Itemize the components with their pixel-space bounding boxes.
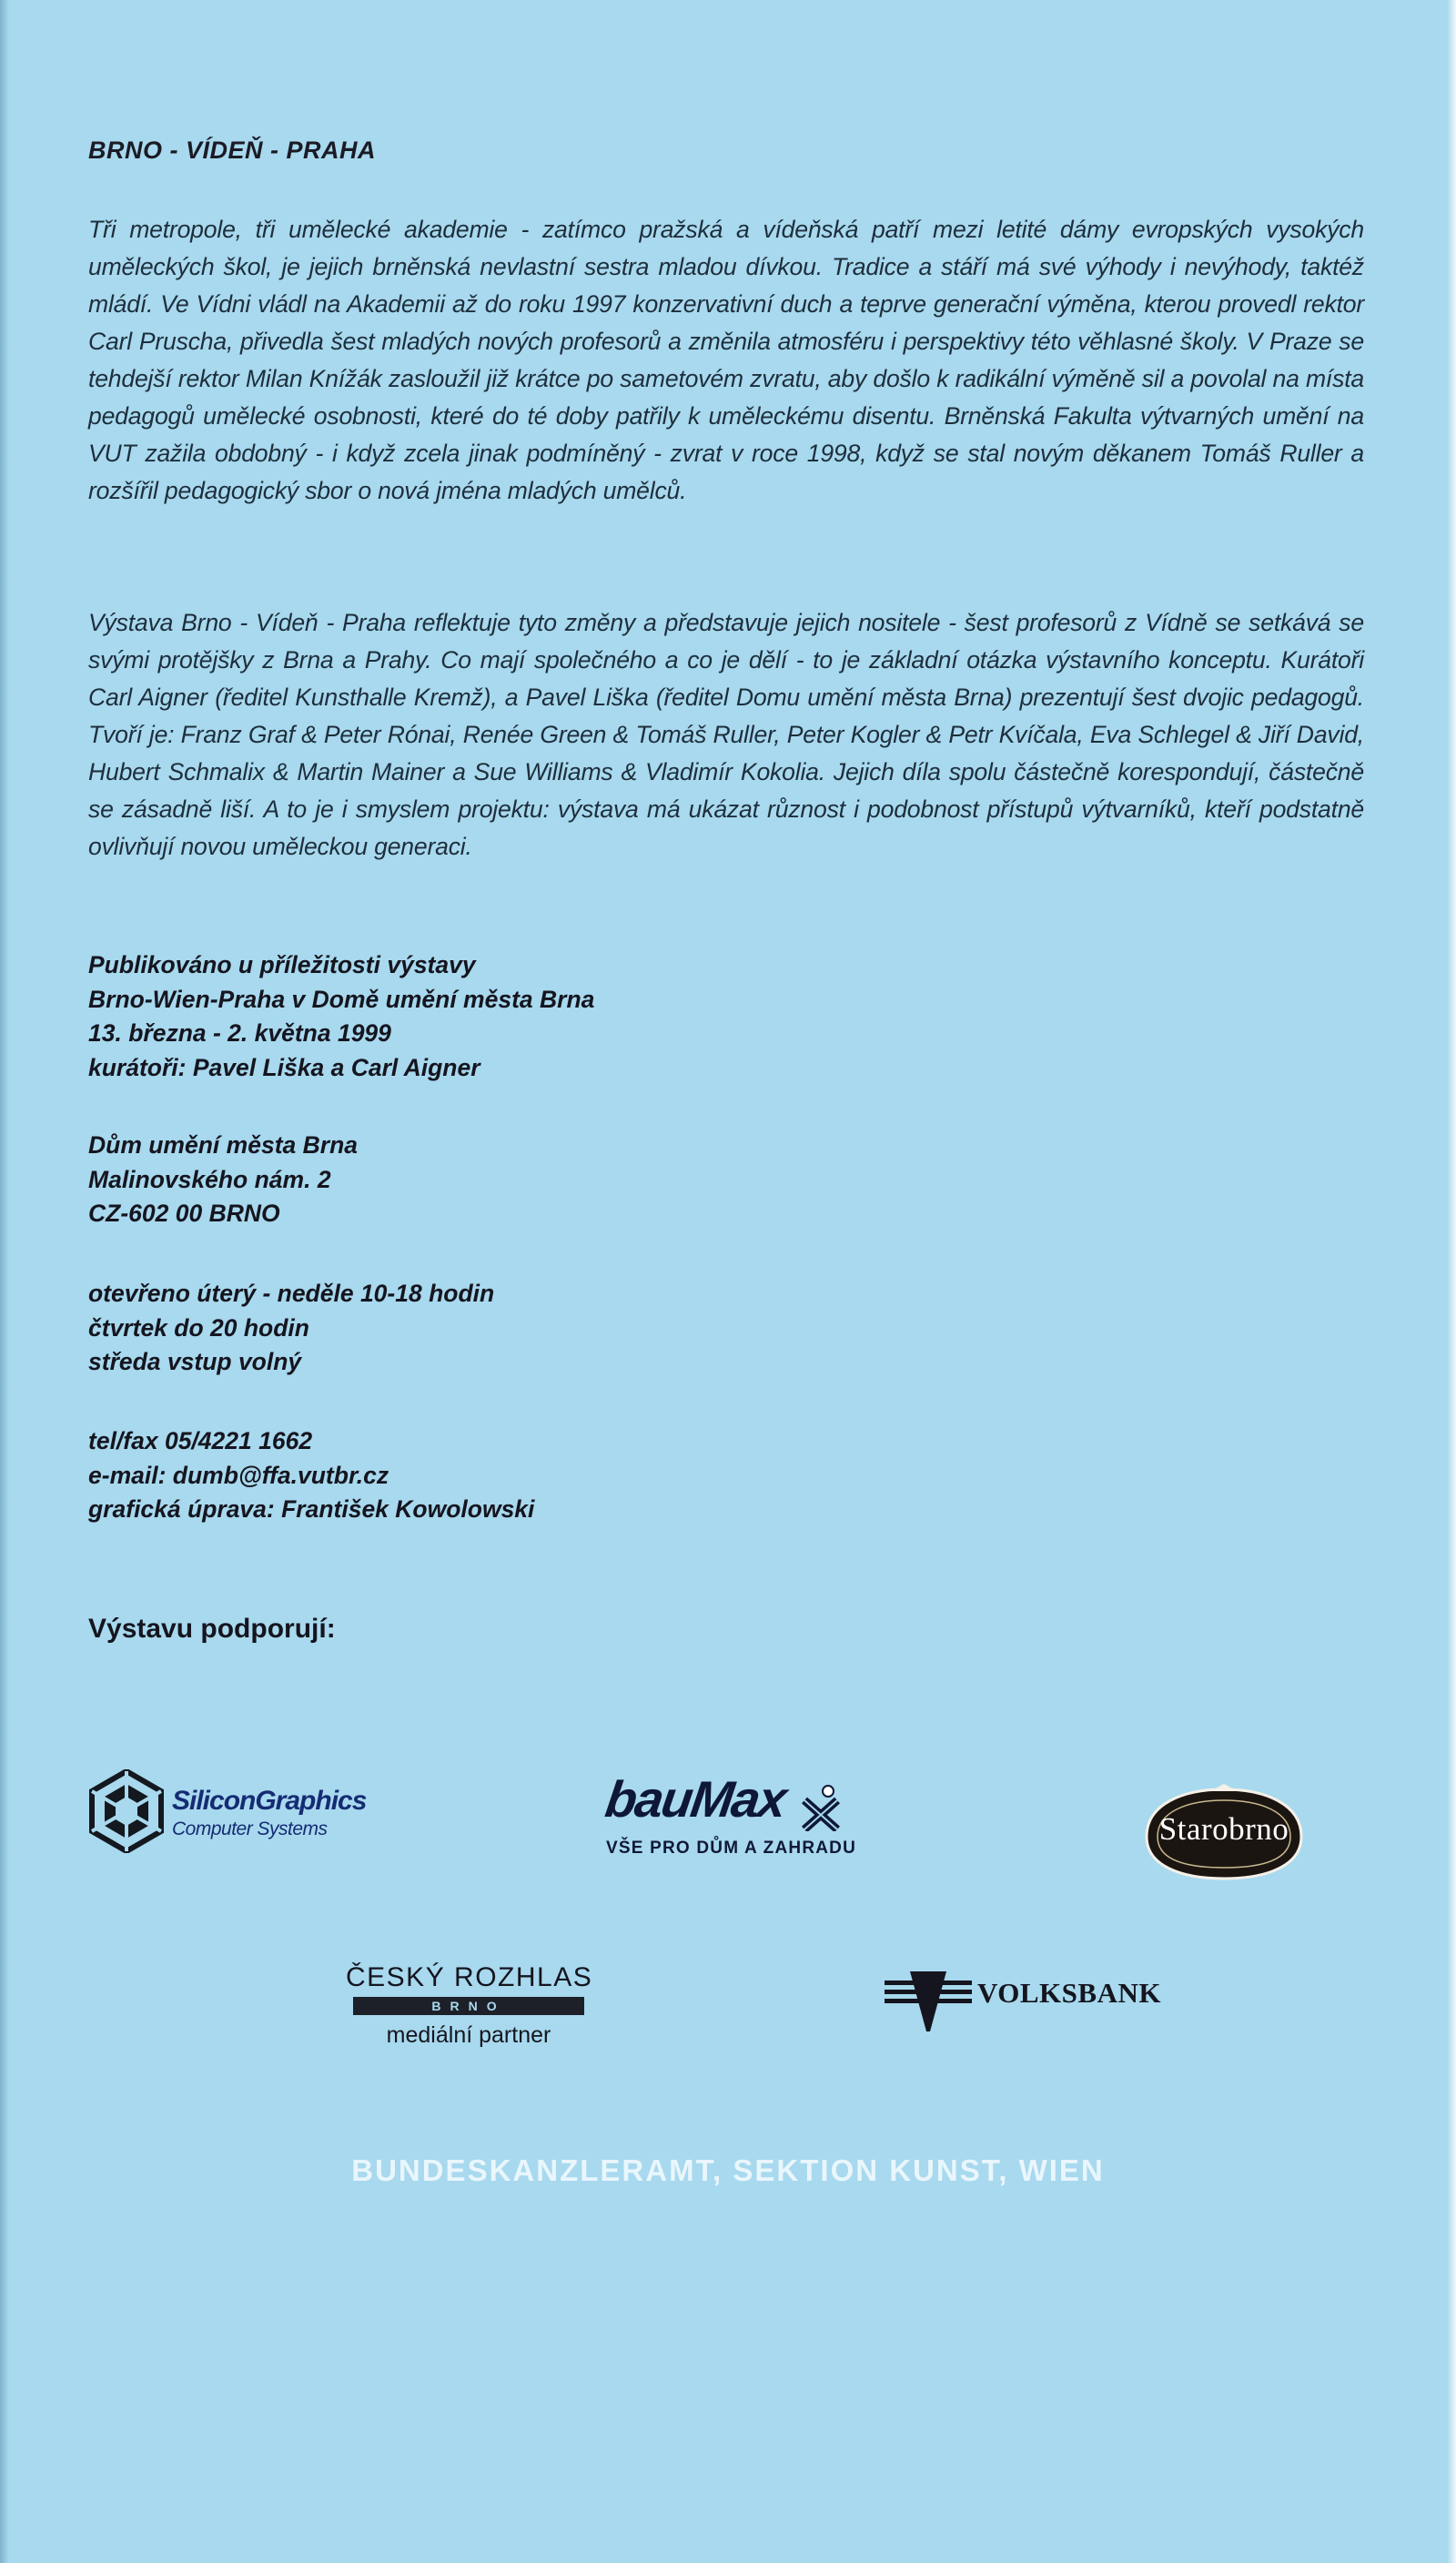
starobrno-logo	[1138, 1784, 1310, 1882]
baumax-x-icon	[801, 1784, 843, 1831]
sgi-subtitle: Computer Systems	[172, 1818, 328, 1839]
email-line: e-mail: dumb@ffa.vutbr.cz	[88, 1461, 389, 1489]
footer-sponsor: BUNDESKANZLERAMT, SEKTION KUNST, WIEN	[351, 2153, 1105, 2187]
page-title: BRNO - VÍDEŇ - PRAHA	[88, 137, 377, 164]
intro-paragraph: Tři metropole, tři umělecké akademie - zatímco pražská a vídeňská patří mezi letité dámy evropských vysokých uměleckých škol, je jejich brněnská nevlastní sestra mladou dívkou. Tradice a stáří má své výhody i nevýhody, taktéž mládí. Ve Vídni vládl na Akademii až do roku 1997 konzervativní duch a teprve generační výměna, kterou provedl rektor Carl Pruscha, přivedla šest mladých nových profesorů a změnila atmosféru i perspektivy této věhlasné školy. V Praze se tehdejší rektor Milan Knížák zasloužil již krátce po sametovém zvratu, aby došlo k radikální výměně sil a povolal na místa pedagogů umělecké osobnosti, které do té doby patřily k uměleckému disentu. Brněnská Fakulta výtvarných umění na VUT zažila obdobný - i když zcela jinak podmíněný - zvrat v roce 1998, když se stal novým děkanem Tomáš Ruller a rozšířil pedagogický sbor o nová jména mladých umělců.	[88, 216, 1364, 504]
baumax-wordmark: bauMax	[602, 1770, 789, 1828]
exhibition-paragraph: Výstava Brno - Vídeň - Praha reflektuje tyto změny a představuje jejich nositele - šest profesorů z Vídně se setkává se svými protějšky z Brna a Prahy. Co mají společného a co je dělí - to je základní otázka výstavního konceptu. Kurátoři Carl Aigner (ředitel Kunsthalle Kremž), a Pavel Liška (ředitel Domu umění města Brna) prezentují šest dvojic pedagogů. Tvoří je: Franz Graf & Peter Rónai, Renée Green & Tomáš Ruller, Peter Kogler & Petr Kvíčala, Eva Schlegel & Jiří David, Hubert Schmalix & Martin Mainer a Sue Williams & Vladimír Kokolia. Jejich díla spolu částečně korespondují, částečně se zásadně liší. A to je i smyslem projektu: výstava má ukázat různost i podobnost přístupů výtvarníků, kteří podstatně ovlivňují novou uměleckou generaci.	[88, 609, 1364, 860]
publication-line: 13. března - 2. května 1999	[88, 1019, 391, 1047]
volksbank-wordmark: VOLKSBANK	[977, 1977, 1161, 2009]
sponsors-heading: Výstavu podporují:	[88, 1614, 336, 1644]
address-line: Malinovského nám. 2	[88, 1165, 331, 1193]
volksbank-v-icon	[885, 1968, 972, 2033]
address-line: Dům umění města Brna	[88, 1131, 358, 1159]
opening-hours	[88, 1277, 494, 1380]
publication-line: Publikováno u příležitosti výstavy	[88, 951, 476, 978]
publication-line: kurátoři: Pavel Liška a Carl Aigner	[88, 1053, 480, 1081]
sgi-cube-icon	[88, 1769, 165, 1853]
starobrno-wordmark: Starobrno	[1158, 1811, 1289, 1847]
sgi-name: SiliconGraphics	[172, 1786, 367, 1816]
address-line: CZ-602 00 BRNO	[88, 1200, 280, 1227]
rozhlas-title: ČESKÝ ROZHLAS	[346, 1962, 593, 1992]
hours-line: otevřeno úterý - neděle 10-18 hodin	[88, 1280, 495, 1307]
volksbank-logo	[885, 1968, 1249, 2041]
silicon-graphics-logo	[88, 1769, 398, 1857]
hours-line: středa vstup volný	[88, 1348, 302, 1375]
publication-info	[88, 948, 594, 1085]
publication-line: Brno-Wien-Praha v Domě umění města Brna	[88, 985, 595, 1013]
cesky-rozhlas-logo	[346, 1962, 592, 2062]
media-partner-label: mediální partner	[386, 2022, 551, 2048]
phone-line: tel/fax 05/4221 1662	[88, 1427, 313, 1454]
hours-line: čtvrtek do 20 hodin	[88, 1313, 309, 1342]
baumax-logo	[602, 1770, 875, 1864]
baumax-tagline: VŠE PRO DŮM A ZAHRADU	[606, 1839, 857, 1858]
rozhlas-city-bar: BRNO	[353, 1997, 584, 2015]
address-block	[88, 1129, 358, 1231]
contact-block	[88, 1424, 534, 1527]
design-credit-line: grafická úprava: František Kowolowski	[88, 1495, 535, 1523]
